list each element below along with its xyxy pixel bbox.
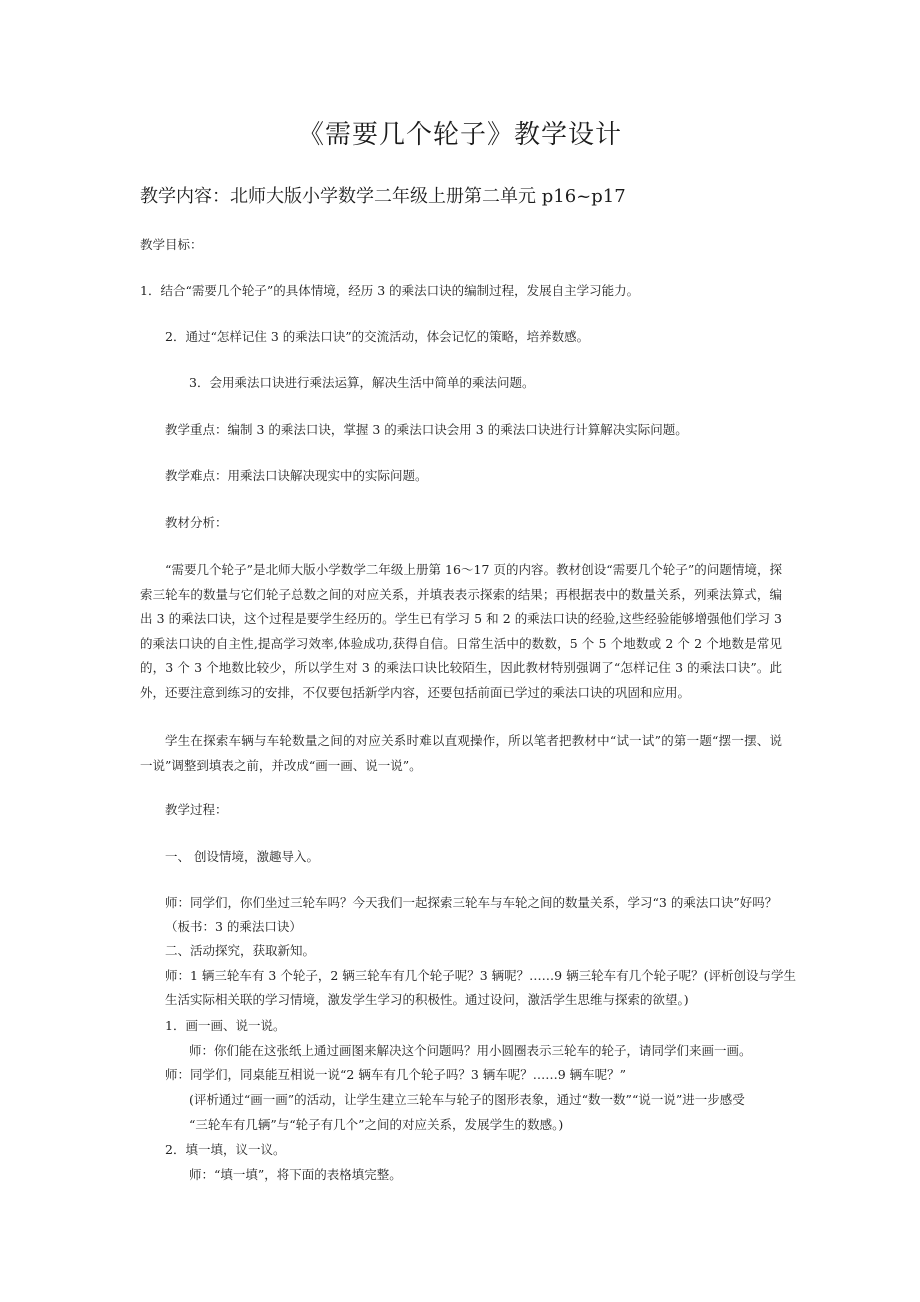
draw-comment-line-1: (评析通过“画一画”的活动，让学生建立三轮车与轮子的图形表象，通过“数一数”“说一说”进一步感受	[189, 1092, 745, 1107]
objective-3: 3．会用乘法口诀进行乘法运算，解决生活中简单的乘法问题。	[189, 375, 535, 390]
step-2-heading: 二、活动探究，获取新知。	[165, 943, 316, 958]
objective-2: 2．通过“怎样记住 3 的乘法口诀”的交流活动，体会记忆的策略，培养数感。	[165, 329, 590, 344]
document-title: 《需要几个轮子》教学设计	[297, 120, 622, 150]
teaching-content-line: 教学内容：北师大版小学数学二年级上册第二单元 p16~p17	[140, 186, 626, 207]
process-heading: 教学过程：	[165, 802, 228, 817]
objectives-heading: 教学目标：	[140, 237, 203, 252]
analysis-paragraph-1: “需要几个轮子”是北师大版小学数学二年级上册第 16～17 页的内容。教材创设“需要几个轮子”的问题情境，探索三轮车的数量与它们轮子总数之间的对应关系，并填表表示探索的结果；再根据表中的数量关系，列乘法算式，编出 3 的乘法口诀，这个过程是要学生经历的。学生已有学习 5 和 2 的乘法口诀的经验,这些经验能够增强他们学习 3 的乘法口诀的自主性,提高学习效率,体验成功,获得自信。日常生活中的数数，5 个 5 个地数或 2 个 2 个地数是常见的，3 个 3 个地数比较少，所以学生对 3 的乘法口诀比较陌生，因此教材特别强调了“怎样记住 3 的乘法口诀”。此外，还要注意到练习的安排，不仅要包括新学内容，还要包括前面已学过的乘法口诀的巩固和应用。	[140, 562, 782, 700]
analysis-heading: 教材分析：	[165, 515, 228, 530]
draw-teacher-2: 师：同学们，同桌能互相说一说“2 辆车有几个轮子吗？3 辆车呢？……9 辆车呢？”	[165, 1067, 627, 1082]
difficult-points: 教学难点：用乘法口诀解决现实中的实际问题。	[165, 468, 428, 483]
objective-1: 1．结合“需要几个轮子”的具体情境，经历 3 的乘法口诀的编制过程，发展自主学习能力。	[140, 283, 640, 298]
analysis-paragraph-2: 学生在探索车辆与车轮数量之间的对应关系时难以直观操作，所以笔者把教材中“试一试”的第一题“摆一摆、说一说”调整到填表之前，并改成“画一画、说一说”。	[140, 733, 782, 773]
step-1-teacher: 师：同学们，你们坐过三轮车吗？今天我们一起探索三轮车与车轮之间的数量关系，学习“3 的乘法口诀”好吗？	[165, 895, 778, 910]
key-points: 教学重点：编制 3 的乘法口诀，掌握 3 的乘法口诀会用 3 的乘法口诀进行计算解决实际问题。	[165, 422, 688, 437]
fill-heading: 2．填一填，议一议。	[165, 1142, 286, 1157]
fill-teacher: 师：“填一填”，将下面的表格填完整。	[189, 1167, 402, 1182]
draw-teacher-1: 师：你们能在这张纸上通过画图来解决这个问题吗？用小圆圈表示三轮车的轮子，请同学们来画一画。	[189, 1043, 752, 1058]
step-2-teacher-line-2: 生活实际相关联的学习情境，激发学生学习的积极性。通过设问，激活学生思维与探索的欲望。)	[165, 992, 689, 1007]
step-2-teacher-line-1: 师：1 辆三轮车有 3 个轮子，2 辆三轮车有几个轮子呢？3 辆呢？……9 辆三轮车有几个轮子呢？(评析创设与学生	[165, 968, 796, 983]
draw-comment-line-2: “三轮车有几辆”与“轮子有几个”之间的对应关系，发展学生的数感。)	[189, 1117, 564, 1132]
step-1-heading: 一、 创设情境，激趣导入。	[165, 849, 319, 864]
step-1-board-note: （板书：3 的乘法口诀）	[165, 919, 302, 934]
draw-heading: 1．画一画、说一说。	[165, 1018, 286, 1033]
